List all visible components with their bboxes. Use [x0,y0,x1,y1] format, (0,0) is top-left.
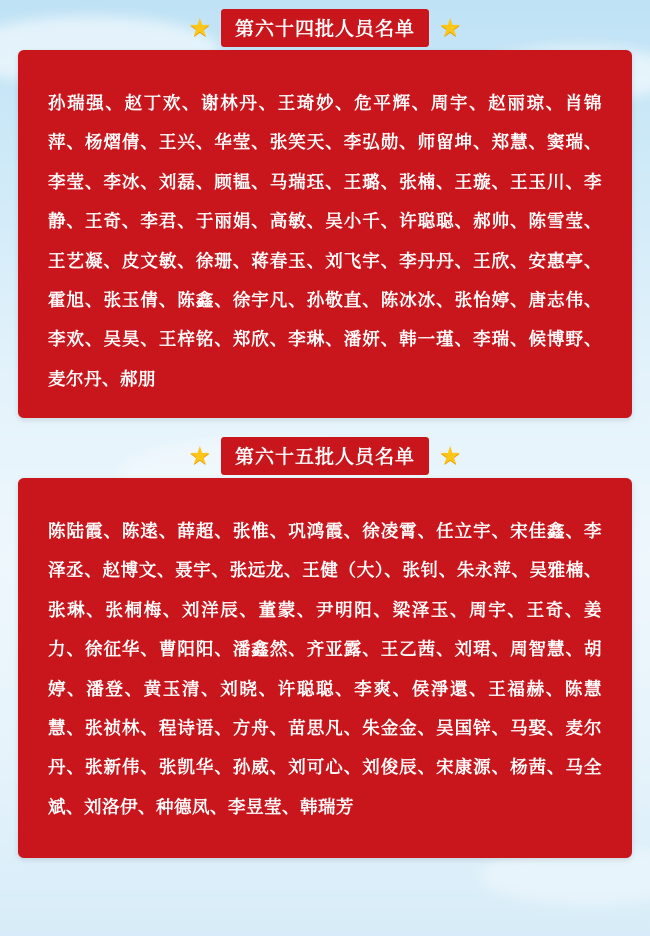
name-list-box-65 [18,478,632,858]
star-icon: ★ [439,441,462,470]
section-title-row-65 [18,434,632,478]
section-batch-65 [18,434,632,858]
page-title-65: 第六十五批人员名单 [221,437,429,475]
name-list-text-65: 陈陆霞、陈逺、薛超、张惟、巩鸿霞、徐凌霄、任立宇、宋佳鑫、李泽丞、赵博文、聂宇、张远龙、王健（大）、张钊、朱永萍、吴雅楠、张琳、张桐梅、刘洋辰、董蒙、尹明阳、梁泽玉、周宇、王奇、姜力、徐征华、曹阳阳、潘鑫然、齐亚露、王乙茜、刘珺、周智慧、胡婷、潘登、黄玉清、刘晓、许聪聪、李爽、侯淨還、王福赫、陈慧慧、张祯林、程诗语、方舟、苗思凡、朱金金、吴国锌、马娶、麦尔丹、张新伟、张凯华、孙威、刘可心、刘俊辰、宋康源、杨茜、马全斌、刘洛伊、种德凤、李昱莹、韩瑞芳 [48,521,602,817]
name-list-text-64: 孙瑞强、赵丁欢、谢林丹、王琦妙、危平辉、周宇、赵丽琼、肖锦萍、杨熠倩、王兴、华莹、张笑天、李弘勋、师留坤、郑慧、窦瑞、李莹、李冰、刘磊、顾韫、马瑞珏、王璐、张楠、王璇、王玉川、李静、王奇、李君、于丽娟、高敏、吴小千、许聪聪、郝帅、陈雪莹、王艺凝、皮文敏、徐珊、蒋春玉、刘飞宇、李丹丹、王欣、安惠亭、霍旭、张玉倩、陈鑫、徐宇凡、孙敬直、陈冰冰、张怡婷、唐志伟、李欢、吴昊、王梓铭、郑欣、李琳、潘妍、韩一瑾、李瑞、候博野、麦尔丹、郝朋 [48,93,602,389]
star-icon: ★ [188,13,211,42]
name-list-box-64 [18,50,632,418]
section-title-row-64 [18,6,632,50]
section-batch-64 [18,6,632,418]
page-container [0,6,650,858]
star-icon: ★ [439,13,462,42]
page-title-64: 第六十四批人员名单 [221,9,429,47]
star-icon: ★ [188,441,211,470]
